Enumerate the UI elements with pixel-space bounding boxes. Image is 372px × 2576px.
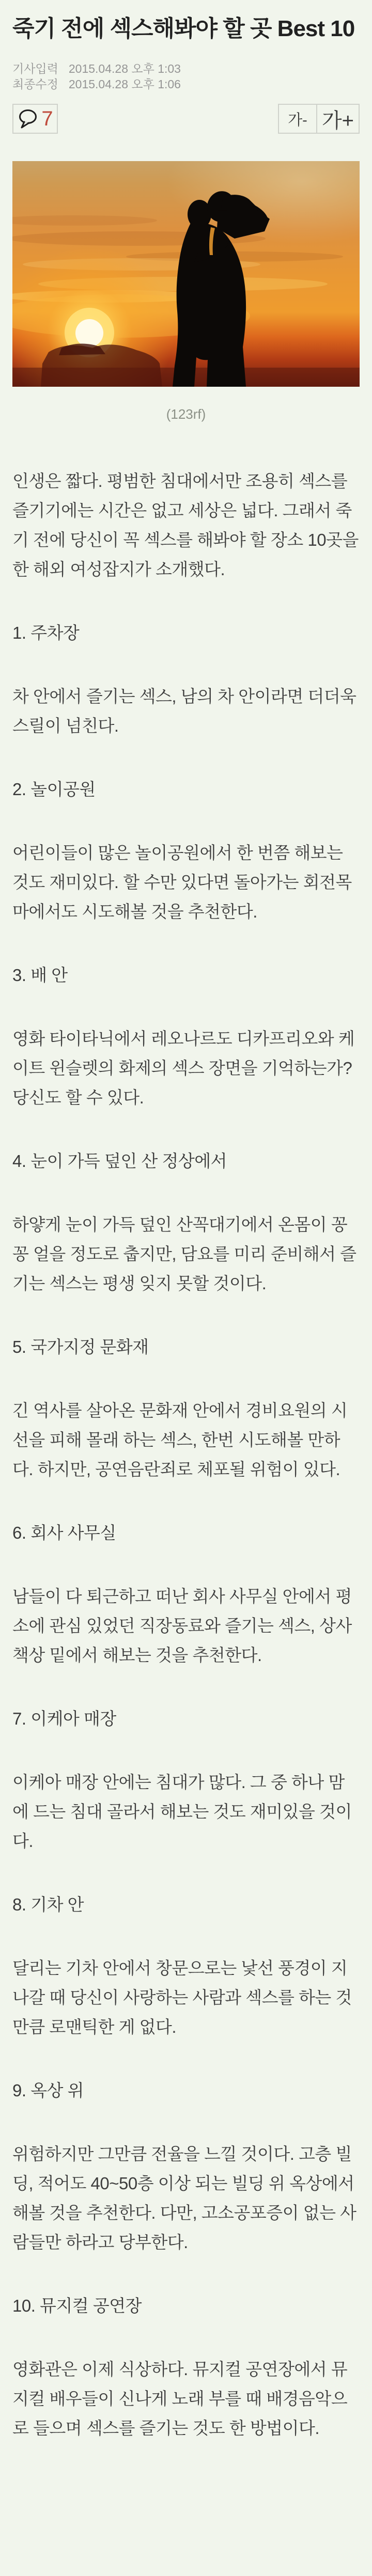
article-figure [12,161,360,423]
list-section [12,1332,360,1484]
sunset-couple-photo [12,161,360,387]
meta-updated-label: 최종수정 [12,77,58,91]
font-size-decrease-button[interactable]: 가- [278,104,317,134]
comment-bubble-icon [17,108,39,129]
section-heading: 8. 기차 안 [12,1895,84,1914]
section-body: 영화 타이타닉에서 레오나르도 디카프리오와 케이트 윈슬렛의 화제의 섹스 장면을 기억하는가? 당신도 할 수 있다. [12,1029,355,1107]
meta-updated-row [12,76,360,92]
section-heading: 5. 국가지정 문화재 [12,1337,149,1356]
font-size-increase-button[interactable]: 가+ [316,104,360,134]
meta-published-label: 기사입력 [12,62,58,75]
list-section [12,960,360,1112]
section-heading: 10. 뮤지컬 공연장 [12,2296,142,2315]
section-body: 긴 역사를 살아온 문화재 안에서 경비요원의 시선을 피해 몰래 하는 섹스, 한번 시도해볼 만하다. 하지만, 공연음란죄로 체포될 위험이 있다. [12,1401,348,1479]
article-meta [12,61,360,92]
list-section [12,1146,360,1298]
list-section [12,2076,360,2257]
page-title: 죽기 전에 섹스해봐야 할 곳 Best 10 [12,16,355,41]
section-heading: 3. 배 안 [12,966,68,985]
section-heading: 7. 이케아 매장 [12,1709,116,1728]
list-section [12,1518,360,1670]
meta-updated-value: 2015.04.28 오후 1:06 [68,77,181,91]
list-section [12,1704,360,1856]
section-heading: 2. 놀이공원 [12,780,96,799]
list-section [12,1890,360,2042]
intro-paragraph: 인생은 짧다. 평범한 침대에서만 조용히 섹스를 즐기기에는 시간은 없고 세상은 넓다. 그래서 죽기 전에 당신이 꼭 섹스를 해봐야 할 장소 10곳을 한 해외 여성잡지가 소개했다. [12,471,359,579]
article-toolbar [12,104,360,134]
section-heading: 6. 회사 사무실 [12,1523,116,1542]
section-heading: 9. 옥상 위 [12,2081,84,2100]
section-heading: 4. 눈이 가득 덮인 산 정상에서 [12,1151,227,1171]
list-section [12,618,360,740]
meta-published-row [12,61,360,76]
list-section [12,2291,360,2443]
section-body: 달리는 기차 안에서 창문으로는 낯선 풍경이 지나갈 때 당신이 사랑하는 사람과 섹스를 하는 것만큼 로맨틱한 게 없다. [12,1958,352,2036]
photo-caption: (123rf) [166,406,206,422]
section-body: 하얗게 눈이 가득 덮인 산꼭대기에서 온몸이 꽁꽁 얼을 정도로 춥지만, 담요를 미리 준비해서 즐기는 섹스는 평생 잊지 못할 것이다. [12,1215,357,1293]
section-body: 영화관은 이제 식상하다. 뮤지컬 공연장에서 뮤지컬 배우들이 신나게 노래 부를 때 배경음악으로 들으며 섹스를 즐기는 것도 한 방법이다. [12,2360,348,2438]
font-size-controls [278,104,360,134]
section-body: 이케아 매장 안에는 침대가 많다. 그 중 하나 맘에 드는 침대 골라서 해보는 것도 재미있을 것이다. [12,1773,352,1851]
section-heading: 1. 주차장 [12,623,80,642]
section-body: 남들이 다 퇴근하고 떠난 회사 사무실 안에서 평소에 관심 있었던 직장동료와 즐기는 섹스, 상사 책상 밑에서 해보는 것을 추천한다. [12,1587,352,1665]
section-body: 위험하지만 그만큼 전율을 느낄 것이다. 고층 빌딩, 적어도 40~50층 이상 되는 빌딩 위 옥상에서 해볼 것을 추천한다. 다만, 고소공포증이 없는 사람들만 하라고 당부한다. [12,2144,357,2252]
section-list [12,618,360,2443]
section-body: 차 안에서 즐기는 섹스, 남의 차 안이라면 더더욱 스릴이 넘친다. [12,687,357,735]
meta-published-value: 2015.04.28 오후 1:03 [68,62,181,75]
comment-count: 7 [41,107,53,130]
list-section [12,775,360,926]
section-body: 어린이들이 많은 놀이공원에서 한 번쯤 해보는 것도 재미있다. 할 수만 있다면 돌아가는 회전목마에서도 시도해볼 것을 추천한다. [12,843,352,921]
article-body [12,466,360,2443]
comments-button[interactable] [12,104,58,134]
